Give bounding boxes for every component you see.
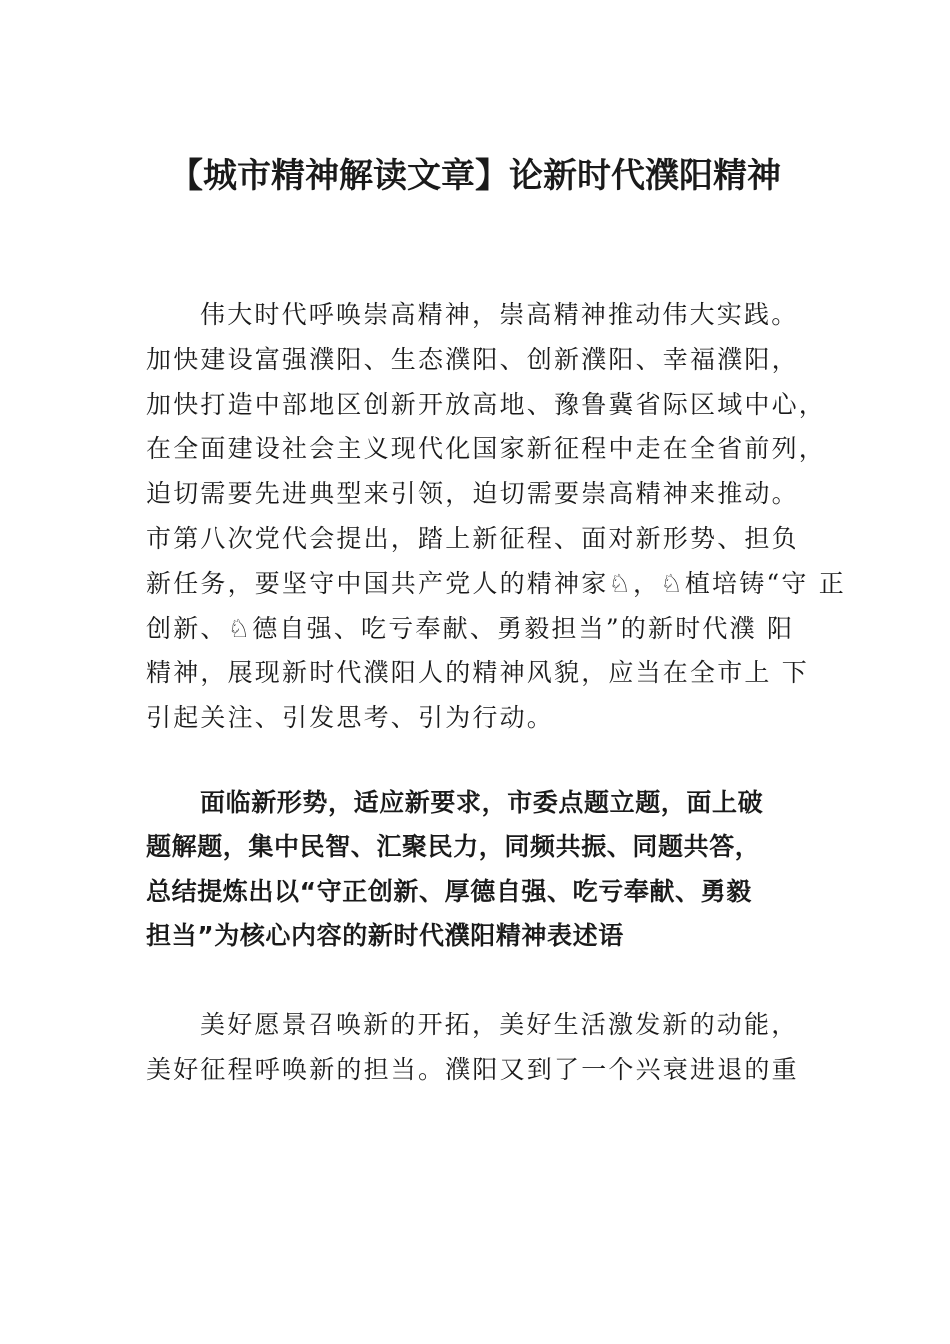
paragraph-line: 加快建设富强濮阳、生态濮阳、创新濮阳、幸福濮阳， — [146, 344, 799, 374]
paragraph-line: 伟大时代呼唤崇高精神，崇高精神推动伟大实践。 — [200, 300, 799, 329]
paragraph-line: 市第八次党代会提出，踏上新征程、面对新形势、担负 — [146, 523, 799, 553]
paragraph-line: 精神，展现新时代濮阳人的精神风貌，应当在全市上 下 — [146, 658, 809, 688]
paragraph-line: 面临新形势，适应新要求，市委点题立题，面上破 — [200, 788, 764, 817]
paragraph-line: 新任务，要坚守中国共产党人的精神家♘，♘植培铸“守 正 — [146, 568, 846, 598]
paragraph-line: 创新、♘德自强、吃亏奉献、勇毅担当”的新时代濮 阳 — [146, 613, 795, 643]
body-paragraph-3 — [146, 1003, 836, 1093]
paragraph-line: 引起关注、引发思考、引为行动。 — [146, 703, 555, 733]
paragraph-line: 美好愿景召唤新的开拓，美好生活激发新的动能， — [200, 1010, 799, 1039]
paragraph-line: 迫切需要先进典型来引领，迫切需要崇高精神来推动。 — [146, 479, 799, 509]
paragraph-line: 在全面建设社会主义现代化国家新征程中走在全省前列， — [146, 434, 827, 464]
body-paragraph-1 — [146, 293, 846, 741]
paragraph-line: 题解题，集中民智、汇聚民力，同频共振、同题共答， — [146, 832, 761, 862]
document-title: 【城市精神解读文章】论新时代濮阳精神 — [169, 156, 781, 196]
paragraph-line: 加快打造中部地区创新开放高地、豫鲁冀省际区域中心， — [146, 389, 827, 419]
paragraph-line: 担当”为核心内容的新时代濮阳精神表述语 — [146, 921, 624, 951]
paragraph-line: 总结提炼出以“守正创新、厚德自强、吃亏奉献、勇毅 — [146, 876, 752, 906]
body-paragraph-2 — [146, 781, 836, 959]
paragraph-line: 美好征程呼唤新的担当。濮阳又到了一个兴衰进退的重 — [146, 1054, 799, 1084]
